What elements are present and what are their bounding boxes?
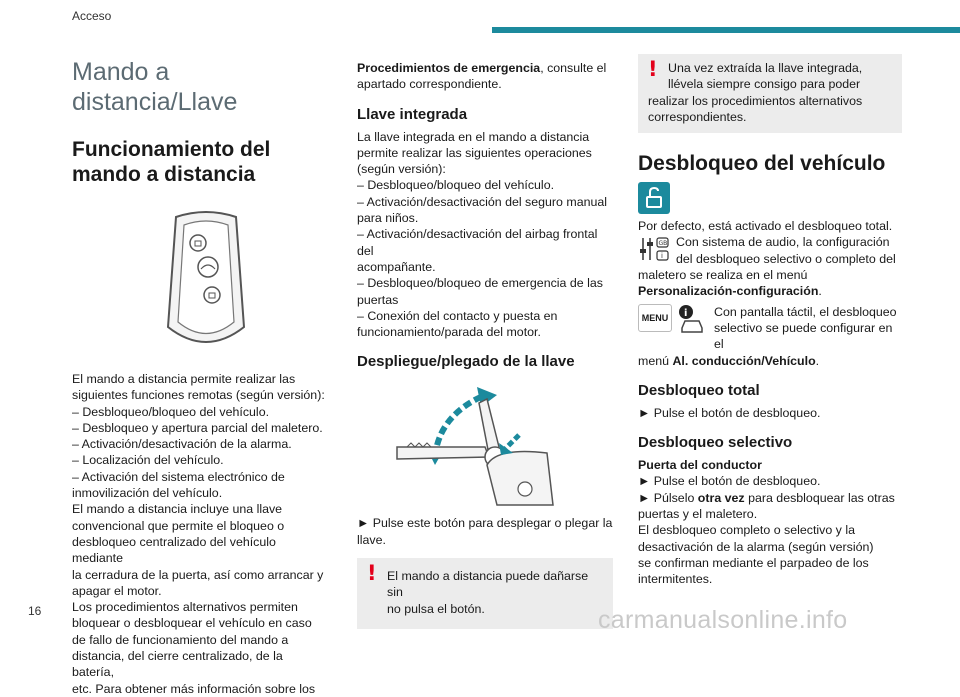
text-line: ► Pulse el botón de desbloqueo. [638,474,821,489]
text-line: puertas [357,292,399,307]
text-line: – Activación del sistema electrónico de [72,469,285,484]
audio-config [638,234,902,299]
menu-icon [638,304,672,332]
text-line: bloquear o desbloquear el vehículo en caso [72,616,312,631]
heading-integrated-key: Llave integrada [357,105,468,123]
warning-icon: ! [367,561,377,586]
touch-config [638,304,902,369]
page-number: 16 [28,604,42,618]
again-bold: otra vez [697,490,745,505]
text-line: (según versión): [357,162,446,177]
driver-door-label: Puerta del conductor [638,458,762,473]
svg-text:i: i [661,252,663,261]
text-line: desbloqueo centralizado del vehículo mediante [72,534,276,566]
text-line: acompañante. [357,259,436,274]
audio-settings-icon [638,234,670,264]
heading-remote-operation: Funcionamiento del mando a distancia [72,138,271,186]
integrated-key-text [357,129,613,341]
heading-unlock: Desbloqueo del vehículo [638,152,886,176]
svg-text:i: i [684,307,688,319]
text-line: convencional que permite el bloqueo o [72,518,285,533]
column-3 [638,54,902,588]
text-line: Los procedimientos alternativos permiten [72,600,298,615]
text-line: – Desbloqueo/bloqueo del vehículo. [72,404,270,419]
text-line: – Desbloqueo/bloqueo de emergencia de las [357,276,603,291]
text-line: – Desbloqueo y apertura parcial del maletero. [72,420,323,435]
warning-box-damage [357,558,613,629]
menu-icon-label: MENU [641,312,669,323]
text-line: correspondientes. [648,109,747,124]
emergency-procedures-bold: Procedimientos de emergencia [357,61,541,75]
text-span: . [815,353,820,368]
header-accent-bar [492,27,960,33]
text-line: la cerradura de la puerta, así como arrancar y [72,567,324,582]
text-line: – Activación/desactivación de la alarma. [72,437,292,452]
svg-text:GB: GB [658,240,668,248]
text-line: Con pantalla táctil, el desbloqueo [714,304,897,319]
press-button-instruction [357,515,613,548]
text-line: llévela siempre consigo para poder [668,77,861,92]
column-1 [72,52,328,697]
text-line: desactivación de la alarma (según versión) [638,539,874,554]
default-unlock-text: Por defecto, está activado el desbloqueo total. [638,219,893,234]
header-section-label: Acceso [72,9,112,23]
heading-total-unlock: Desbloqueo total [638,381,760,399]
text-line: apartado correspondiente. [357,77,502,92]
watermark: carmanualsonline.info [598,606,848,634]
text-line: etc. Para obtener más información sobre los [72,681,316,696]
key-fold-icon [397,385,587,505]
text-line: – Localización del vehículo. [72,453,224,468]
total-unlock-instruction: ► Pulse el botón de desbloqueo. [638,405,821,420]
text-line: no pulsa el botón. [387,601,485,616]
text-line: Una vez extraída la llave integrada, [668,61,863,75]
text-line: del desbloqueo selectivo o completo del [676,251,896,266]
text-line: maletero se realiza en el menú [638,268,808,283]
text-line: permite realizar las siguientes operaciones [357,145,592,160]
remote-key-icon [156,207,256,357]
text-span: ► Púlselo [638,490,698,505]
text-line: El mando a distancia puede dañarse sin [387,569,589,600]
menu-path-bold: Personalización-configuración [638,284,819,299]
remote-description [72,371,328,697]
text-line: – Activación/desactivación del airbag frontal del [357,227,598,258]
text-line: se confirman mediante el parpadeo de los [638,555,869,570]
text-line: llave. [357,532,386,547]
text-line: puertas y el maletero. [638,507,758,522]
text-span: menú [638,353,673,368]
warning-box-key [638,54,902,133]
column-2 [357,60,613,629]
text-line: siguientes funciones remotas (según versión): [72,388,325,403]
text-line: apagar el motor. [72,583,162,598]
text-line: El mando a distancia permite realizar las [72,372,296,386]
text-line: selectivo se puede configurar en el [714,320,893,352]
text-span: para desbloquear las otras [744,490,895,505]
heading-key-deploy: Despliegue/plegado de la llave [357,353,575,371]
unlock-padlock-icon [638,182,670,214]
text-span: . [818,284,822,299]
vehicle-info-icon [676,304,708,334]
text-line: – Desbloqueo/bloqueo del vehículo. [357,178,555,193]
text-line: inmovilización del vehículo. [72,486,223,501]
text-line: El mando a distancia incluye una llave [72,502,283,517]
text-line: El desbloqueo completo o selectivo y la [638,523,855,538]
text-line: distancia, del cierre centralizado, de la batería, [72,649,283,680]
text-line: – Activación/desactivación del seguro manual [357,194,608,209]
key-deploy-illustration [397,385,587,505]
menu-path-bold: Al. conducción/Vehículo [672,353,816,368]
text-line: – Conexión del contacto y puesta en [357,308,558,323]
emergency-reference [357,60,613,93]
selective-unlock-text [638,457,902,587]
warning-icon: ! [648,57,658,81]
text-line: Con sistema de audio, la configuración [676,235,890,250]
text-span: , consulte el [540,61,607,75]
text-line: de fallo de funcionamiento del mando a [72,632,289,647]
remote-key-illustration [156,207,256,357]
text-line: ► Pulse este botón para desplegar o plegar la [357,516,613,531]
text-line: realizar los procedimientos alternativos [648,93,863,108]
heading-selective-unlock: Desbloqueo selectivo [638,434,793,452]
text-line: para niños. [357,211,419,226]
text-line: La llave integrada en el mando a distancia [357,129,590,144]
text-line: intermitentes. [638,572,713,587]
text-line: funcionamiento/parada del motor. [357,325,541,340]
page-title: Mando a distancia/Llave [72,58,238,116]
